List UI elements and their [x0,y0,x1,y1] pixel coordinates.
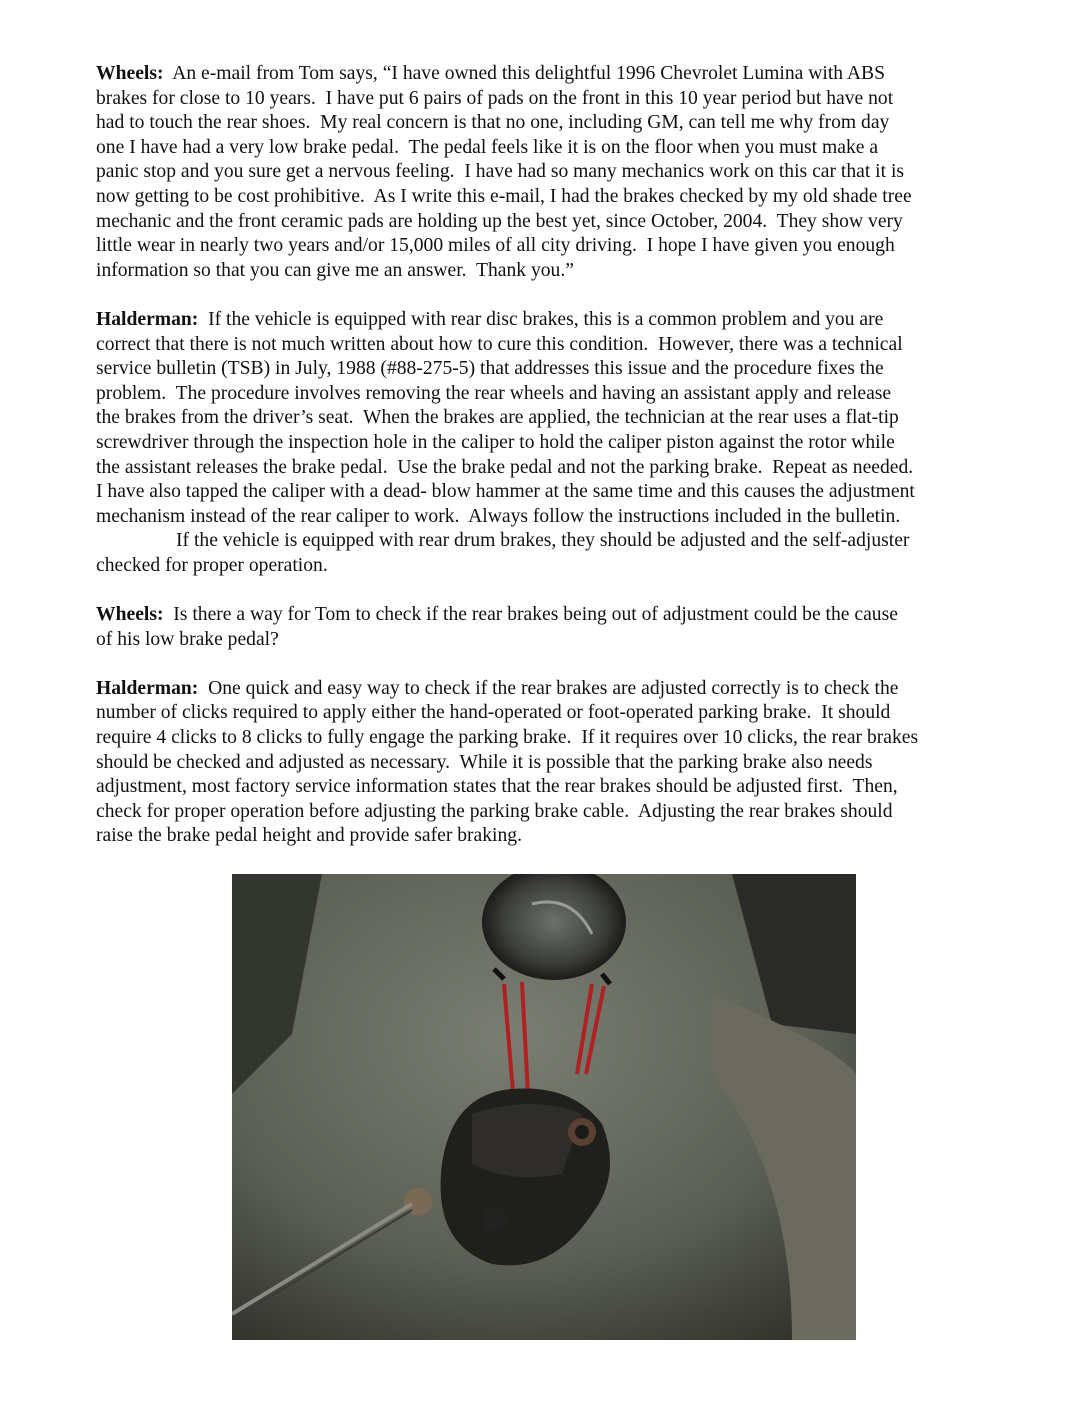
caliper-photo-icon [232,874,856,1340]
line-text: checked for proper operation. [96,554,328,576]
text-line [96,800,1056,825]
speaker-label: Wheels: [96,604,164,626]
paragraph [96,603,1056,652]
text-line [96,529,1056,554]
rear-brake-caliper-photo [232,874,856,1340]
text-line [96,677,1056,702]
line-text: I have also tapped the caliper with a dead- blow hammer at the same time and this causes the adjustment [96,481,915,503]
line-text: brakes for close to 10 years. I have put 6 pairs of pads on the front in this 10 year period but have not [96,87,894,109]
text-line [96,160,1056,185]
line-text: adjustment, most factory service information states that the rear brakes should be adjusted first. Then, [96,776,898,798]
text-line [96,111,1056,136]
text-line [96,62,1056,87]
line-text: had to touch the rear shoes. My real concern is that no one, including GM, can tell me why from day [96,112,890,134]
text-line [96,333,1056,358]
line-text: mechanism instead of the rear caliper to work. Always follow the instructions included in the bulletin. [96,505,901,527]
speaker-label: Halderman: [96,308,199,330]
line-text: now getting to be cost prohibitive. As I write this e-mail, I had the brakes checked by my old shade tree [96,185,912,207]
text-line [96,185,1056,210]
line-text: the assistant releases the brake pedal. Use the brake pedal and not the parking brake. Repeat as needed. [96,456,914,478]
line-text: of his low brake pedal? [96,628,279,650]
text-line [96,628,1056,653]
line-text: little wear in nearly two years and/or 15,000 miles of all city driving. I hope I have given you enough [96,235,895,257]
paragraph [96,677,1056,849]
line-text: should be checked and adjusted as necessary. While it is possible that the parking brake also needs [96,751,873,773]
text-line [96,824,1056,849]
line-text: An e-mail from Tom says, “I have owned this delightful 1996 Chevrolet Lumina with ABS [163,63,885,84]
line-text: Is there a way for Tom to check if the rear brakes being out of adjustment could be the cause [163,604,898,626]
line-text: information so that you can give me an answer. Thank you.” [96,259,574,281]
text-line [96,505,1056,530]
text-line [96,382,1056,407]
line-text: correct that there is not much written about how to cure this condition. However, there was a technical [96,333,903,355]
text-line [96,480,1056,505]
text-line [96,701,1056,726]
text-line [96,357,1056,382]
text-line [96,210,1056,235]
document-body [96,62,1056,874]
line-text: One quick and easy way to check if the rear brakes are adjusted correctly is to check the [198,677,899,699]
text-line [96,456,1056,481]
line-text: raise the brake pedal height and provide safer braking. [96,825,522,847]
line-text: service bulletin (TSB) in July, 1988 (#88-275-5) that addresses this issue and the procedure fixes the [96,358,884,380]
speaker-label: Wheels: [96,63,164,84]
paragraph [96,62,1056,283]
line-text: require 4 clicks to 8 clicks to fully engage the parking brake. If it requires over 10 clicks, the rear brakes [96,727,919,749]
line-text: mechanic and the front ceramic pads are holding up the best yet, since October, 2004. They show very [96,210,903,232]
line-text: one I have had a very low brake pedal. The pedal feels like it is on the floor when you must make a [96,136,879,158]
text-line [96,259,1056,284]
text-line [96,751,1056,776]
text-line [96,603,1056,628]
line-text: check for proper operation before adjusting the parking brake cable. Adjusting the rear brakes should [96,800,893,822]
line-text: the brakes from the driver’s seat. When the brakes are applied, the technician at the rear uses a flat-tip [96,407,899,429]
text-line [96,406,1056,431]
line-text: If the vehicle is equipped with rear disc brakes, this is a common problem and you are [198,308,884,330]
line-text: screwdriver through the inspection hole in the caliper to hold the caliper piston against the rotor while [96,431,895,453]
text-line [96,554,1056,579]
text-line [96,775,1056,800]
text-line [96,136,1056,161]
text-line [96,308,1056,333]
speaker-label: Halderman: [96,677,199,699]
line-text: number of clicks required to apply either the hand-operated or foot-operated parking brake. It should [96,702,891,724]
line-text: If the vehicle is equipped with rear drum brakes, they should be adjusted and the self-adjuster [176,530,910,552]
line-text: panic stop and you sure get a nervous feeling. I have had so many mechanics work on this car that it is [96,161,905,183]
text-line [96,431,1056,456]
line-text: problem. The procedure involves removing the rear wheels and having an assistant apply and release [96,382,892,404]
text-line [96,87,1056,112]
text-line [96,726,1056,751]
text-line [96,234,1056,259]
paragraph [96,308,1056,579]
